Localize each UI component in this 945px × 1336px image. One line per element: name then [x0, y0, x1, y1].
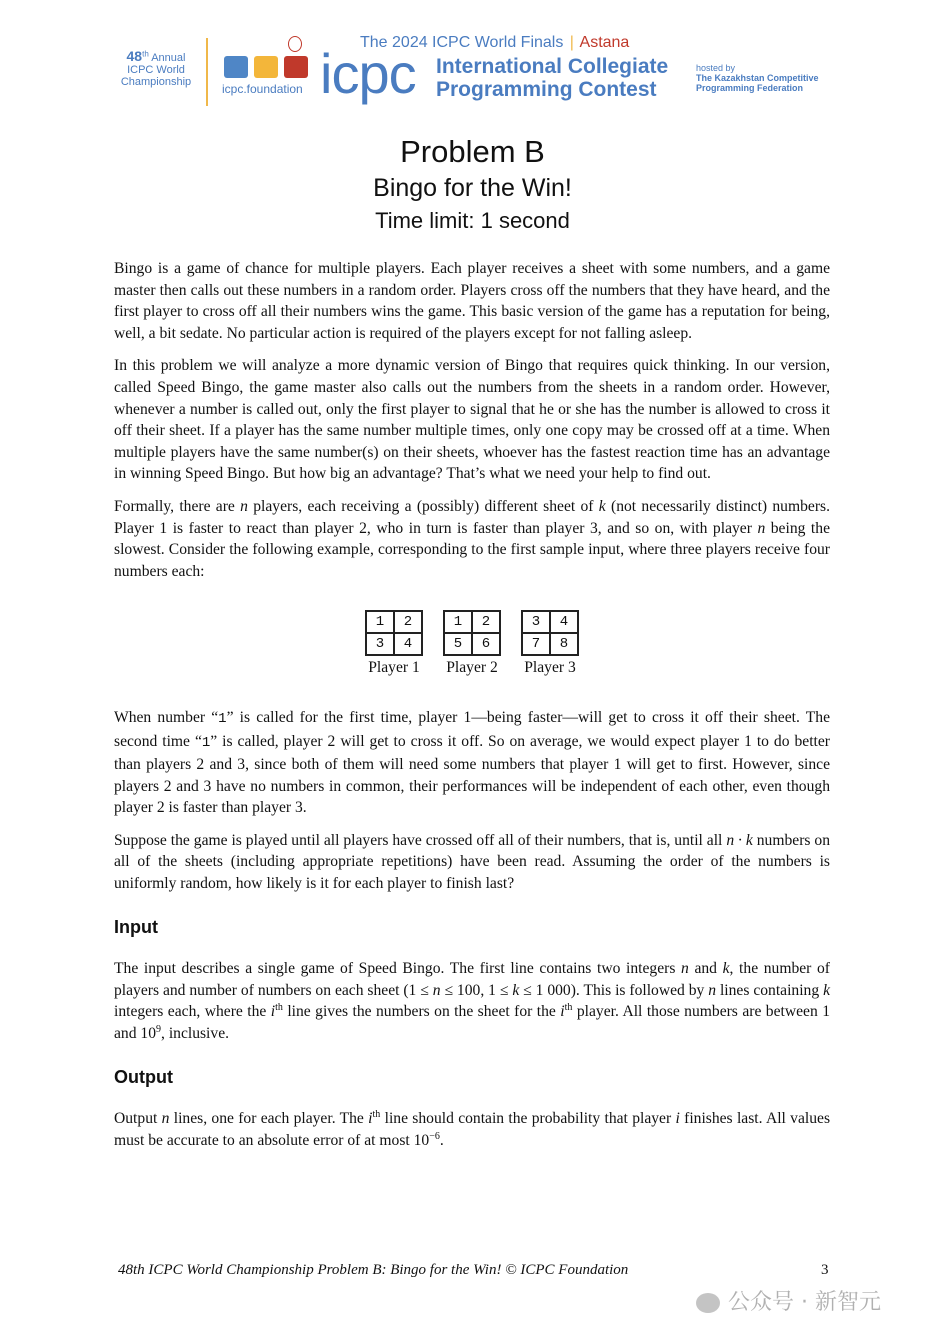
annual-number: 48 — [126, 48, 143, 64]
host-city: Astana — [579, 34, 630, 51]
example-sheets — [114, 610, 830, 679]
world-finals-text: The 2024 ICPC World Finals — [360, 34, 564, 51]
paragraph-speed-bingo: In this problem we will analyze a more dynamic version of Bingo that requires quick thinking. In our version, called Speed Bingo, the game master also calls out the numbers from the sheets in a random order. However, whenever a number is called out, only the first player to signal that he or she has the number is allowed to cross it off their sheet. If a player has the same number multiple times, only one copy may be crossed off at a time. When multiple players have the same number(s) on their sheets, whoever has the fastest reaction time has an advantage in winning Speed Bingo. But how big an advantage? That’s what we need your help to find out. — [114, 357, 830, 483]
page-header — [0, 0, 945, 115]
annual-sup: th — [142, 49, 149, 59]
sheet-grid — [365, 610, 423, 656]
lightbulb-icon — [254, 56, 278, 78]
sheet-label: Player 2 — [446, 659, 498, 677]
sheet-cell: 5 — [444, 633, 472, 655]
watermark — [696, 1285, 881, 1316]
text: Output — [114, 1110, 162, 1128]
superscript: th — [275, 1002, 283, 1014]
hosted-by-label: hosted by — [696, 63, 736, 73]
exponent: 9 — [156, 1023, 162, 1035]
icpc-logo: icpc — [320, 42, 416, 105]
problem-letter: Problem B — [400, 134, 545, 169]
text: The input describes a single game of Speed Bingo. The first line contains two integers — [114, 960, 682, 978]
math-n: n — [757, 519, 766, 537]
annual-word: Annual — [151, 52, 186, 64]
math-k: k — [598, 497, 606, 515]
superscript: th — [564, 1002, 573, 1014]
sheet-cell: 8 — [550, 633, 578, 655]
text: line should contain the probability that player — [380, 1110, 676, 1128]
text: , inclusive. — [161, 1025, 230, 1043]
sheet-label: Player 1 — [368, 659, 420, 677]
page-footer: 48th ICPC World Championship Problem B: Bingo for the Win! © ICPC Foundation — [118, 1262, 629, 1278]
cloud-icon — [224, 56, 248, 78]
text: integers each, where the — [114, 1003, 271, 1021]
host-line1: The Kazakhstan Competitive — [696, 73, 819, 83]
sheet-grid — [443, 610, 501, 656]
text: ≤ 100, 1 ≤ — [440, 981, 513, 999]
balloon-heart-icon — [284, 56, 308, 78]
sheet-label: Player 3 — [524, 659, 576, 677]
text: Formally, there are — [114, 497, 241, 515]
sheet-grid — [521, 610, 579, 656]
math-n: n — [432, 981, 441, 999]
balloon-icon — [288, 36, 302, 52]
math-k: k — [823, 981, 830, 999]
sheet-cell: 2 — [472, 611, 500, 633]
problem-name: Bingo for the Win! — [373, 174, 572, 202]
annual-championship-label — [116, 50, 196, 88]
input-description — [114, 958, 830, 1044]
watermark-text: 公众号 · 新智元 — [728, 1290, 881, 1315]
code-number: 1 — [218, 710, 227, 727]
text: Suppose the game is played until all players have crossed off all of their numbers, that is, until all — [114, 831, 727, 849]
wechat-icon — [696, 1293, 720, 1313]
text: and — [688, 960, 723, 978]
annual-line2: ICPC World — [127, 64, 185, 76]
sheet-cell: 4 — [550, 611, 578, 633]
text: finishes last. All values must be accurate to an absolute error of at most 10 — [114, 1110, 831, 1149]
time-limit: Time limit: 1 second — [375, 208, 570, 233]
foundation-logo-icons — [222, 44, 312, 82]
icpc-name-line2: Programming Contest — [436, 78, 657, 101]
math-n: n — [708, 981, 717, 999]
text: player. All those numbers are between 1 and 10 — [114, 1003, 830, 1043]
text: . — [439, 1131, 444, 1149]
page-number: 3 — [821, 1262, 829, 1278]
separator: | — [569, 34, 574, 51]
input-heading: Input — [114, 916, 158, 937]
math-n: n — [240, 497, 248, 515]
player-sheet — [365, 610, 423, 679]
icpc-name-line1: International Collegiate — [436, 55, 669, 78]
paragraph-intro: Bingo is a game of chance for multiple players. Each player receives a sheet with some numbers, and a game master then calls out these numbers in a random order. Players cross off the numbers that they have heard, and the first player to cross off all their numbers wins the game. This basic version of the game has a reputation for being, well, a bit sedate. No particular action is required of the players except for not falling asleep. — [114, 260, 830, 342]
problem-statement — [114, 258, 830, 1162]
paragraph-formal — [114, 496, 830, 582]
sheet-cell: 6 — [472, 633, 500, 655]
icpc-full-name — [436, 55, 668, 101]
paragraph-example-explanation — [114, 707, 830, 819]
annual-line3: Championship — [120, 76, 192, 88]
math-n: n — [681, 960, 689, 978]
math-i: i — [675, 1110, 680, 1128]
text: (not necessarily distinct) numbers. Player 1 is faster to react than player 2, who in turn is faster than player 3, and so on, with player — [114, 497, 830, 537]
paragraph-question — [114, 830, 830, 895]
hosted-by-block — [696, 63, 819, 93]
text: ” is called for the first time, player 1—being faster—will get to cross it off their sheet. The second time “ — [114, 708, 830, 750]
text: lines containing — [716, 981, 824, 999]
host-line2: Programming Federation — [696, 83, 804, 93]
text: players, each receiving a (possibly) different sheet of — [247, 497, 599, 515]
text: When number “ — [114, 708, 219, 726]
text: , the number of players and number of numbers on each sheet (1 ≤ — [114, 960, 830, 999]
math-i: i — [368, 1110, 373, 1128]
text: ≤ 1 000). This is followed by — [519, 981, 709, 999]
foundation-logo-text: icpc.foundation — [222, 82, 303, 96]
sheet-cell: 7 — [522, 633, 550, 655]
problem-title-block — [0, 133, 945, 237]
text: numbers on all of the sheets (including appropriate repetitions) have been read. Assuming the order of the numbers is uniformly random, how likely is it for each player to finish last? — [114, 831, 830, 893]
text: line gives the numbers on the sheet for the — [282, 1003, 561, 1021]
math-i: i — [560, 1003, 565, 1021]
math-expression: n · k — [726, 831, 753, 849]
text: ” is called, player 2 will get to cross it off. So on average, we would expect player 1 to do better than players 2 and 3, since both of them will need some numbers that player 1 will get to first. However, since players 2 and 3 have no numbers in common, their performances will be independent of each other, even though player 2 is faster than player 3. — [114, 732, 830, 817]
player-sheet — [521, 610, 579, 679]
output-description — [114, 1108, 830, 1151]
header-divider — [206, 38, 208, 106]
text: being the slowest. Consider the following example, corresponding to the first sample input, where three players receive four numbers each: — [114, 519, 830, 580]
code-number: 1 — [201, 734, 211, 751]
player-sheet — [443, 610, 501, 679]
world-finals-line — [360, 34, 629, 52]
exponent: −6 — [429, 1130, 440, 1142]
math-k: k — [722, 960, 730, 978]
sheet-cell: 2 — [394, 611, 422, 633]
sheet-cell: 1 — [366, 611, 394, 633]
sheet-cell: 3 — [366, 633, 394, 655]
output-heading: Output — [114, 1066, 173, 1087]
sheet-cell: 1 — [444, 611, 472, 633]
text: lines, one for each player. The — [169, 1110, 369, 1128]
math-n: n — [161, 1110, 170, 1128]
sheet-cell: 3 — [522, 611, 550, 633]
math-i: i — [270, 1003, 276, 1021]
superscript: th — [372, 1109, 381, 1121]
sheet-cell: 4 — [394, 633, 422, 655]
math-k: k — [512, 981, 520, 999]
